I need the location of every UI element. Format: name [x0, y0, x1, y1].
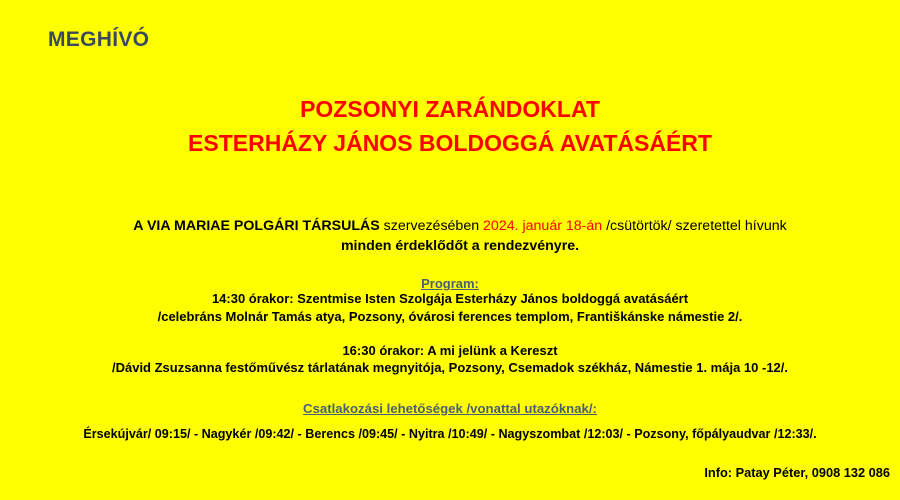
connections-list: Érsekújvár/ 09:15/ - Nagykér /09:42/ - Berencs /09:45/ - Nyitra /10:49/ - Nagyszombat /12:03/ - Pozsony, főpályaudvar /12:33/. — [83, 427, 817, 441]
contact-info: Info: Patay Péter, 0908 132 086 — [704, 465, 890, 480]
program-item-2-detail: /Dávid Zsuzsanna festőművész tárlatának megnyitója, Pozsony, Csemadok székház, Námestie 1. mája 10 -12/. — [111, 360, 789, 375]
program-item-2-title: A mi jelünk a Kereszt — [427, 343, 558, 358]
intro-line-2: minden érdeklődőt a rendezvényre. — [340, 238, 580, 254]
connections-label: Csatlakozási lehetőségek /vonattal utazóknak/: — [303, 401, 597, 416]
intro-organizer: A VIA MARIAE POLGÁRI TÁRSULÁS — [133, 218, 380, 234]
title-line-2: ESTERHÁZY JÁNOS BOLDOGGÁ AVATÁSÁÉRT — [188, 130, 712, 156]
intro-date: 2024. január 18-án — [483, 218, 603, 234]
program-item-1-title: Szentmise Isten Szolgája Esterházy János boldoggá avatásáért — [297, 291, 689, 306]
page-heading: MEGHÍVÓ — [48, 28, 150, 51]
intro-text-b: /csütörtök/ szeretettel hívunk — [602, 218, 787, 234]
program-item-1-detail: /celebráns Molnár Tamás atya, Pozsony, óvárosi ferences templom, Františkánske námestie 2/. — [157, 309, 743, 324]
program-item-2 — [0, 342, 900, 360]
program-label: Program: — [421, 276, 479, 291]
program-item-1 — [0, 290, 900, 308]
program-item-2-time: 16:30 órakor: — [342, 343, 428, 358]
intro-text-a: szervezésében — [379, 218, 484, 234]
intro-paragraph — [40, 216, 880, 256]
program-item-1-time: 14:30 órakor: — [211, 291, 298, 306]
title-line-1: POZSONYI ZARÁNDOKLAT — [300, 96, 600, 122]
